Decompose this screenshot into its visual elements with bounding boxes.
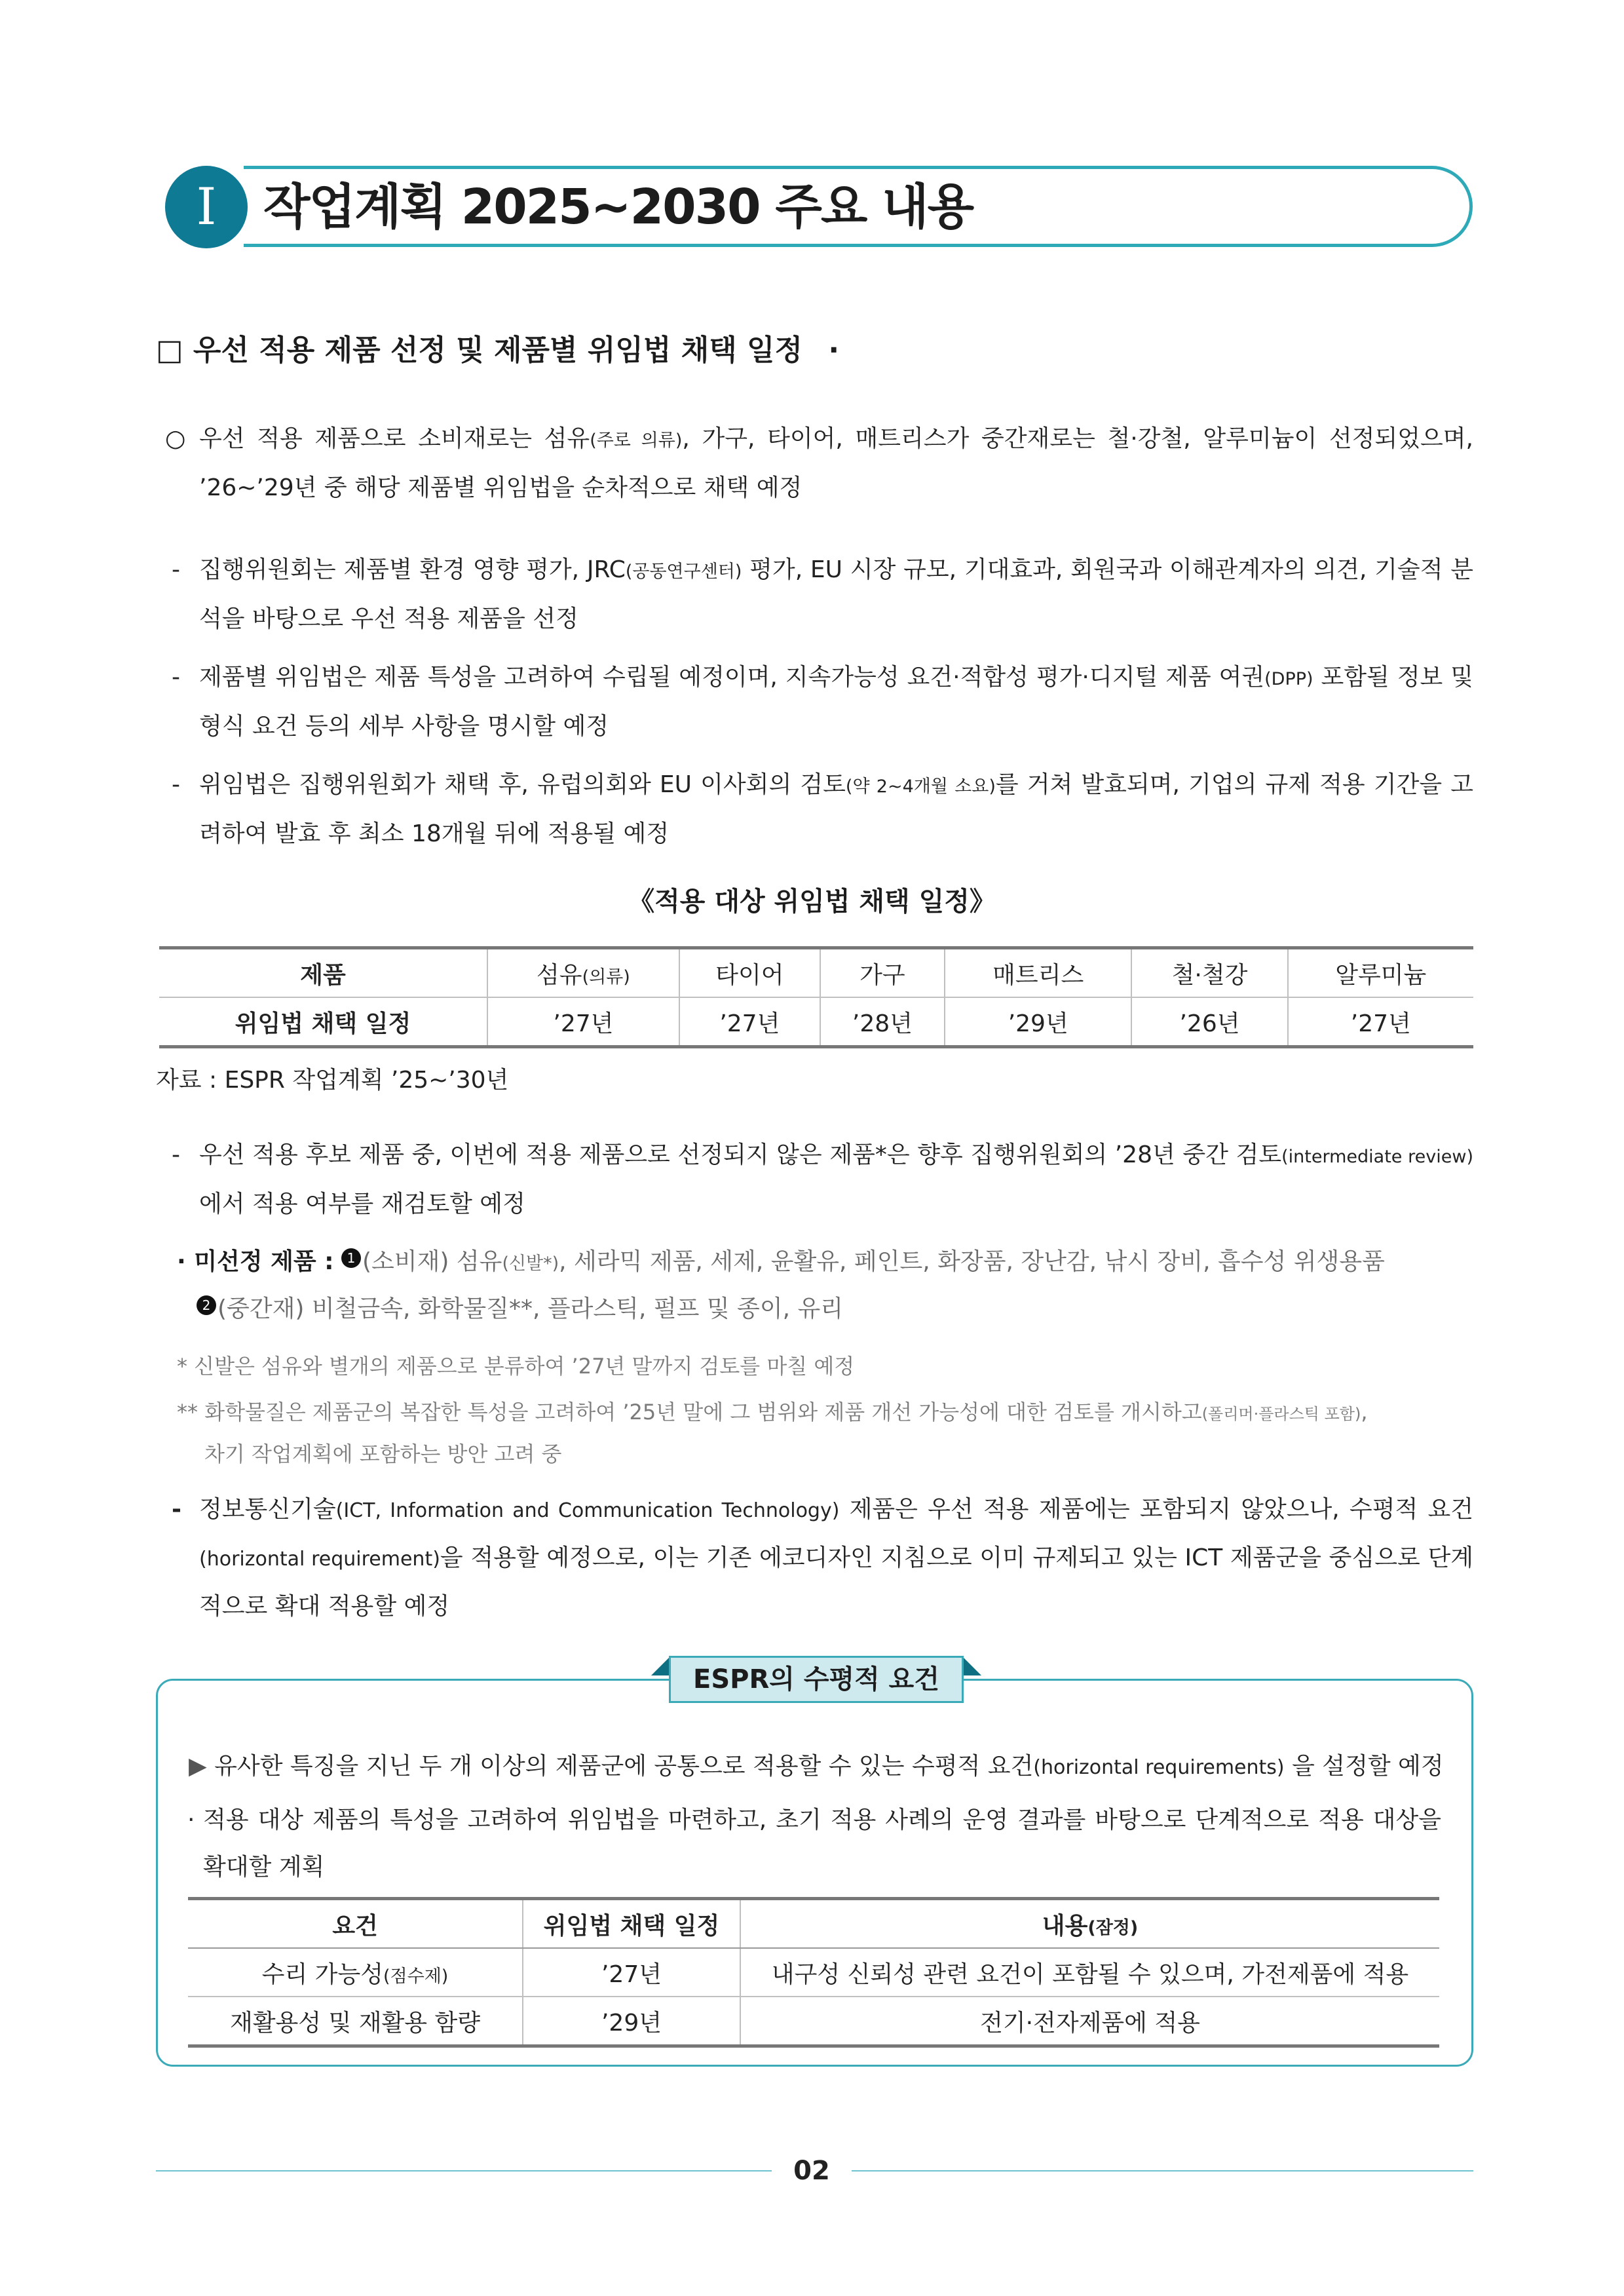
intro-paragraph — [165, 415, 1473, 512]
table-cell: 전기·전자제품에 적용 — [740, 1997, 1439, 2046]
bullet-text: 집행위원회는 제품별 환경 영향 평가, JRC — [199, 556, 626, 583]
table-caption: 《적용 대상 위임법 채택 일정》 — [628, 887, 996, 917]
bullet-note: (horizontal requirement) — [199, 1548, 440, 1571]
footnote-text: ** 화학물질은 제품군의 복잡한 특성을 고려하여 ’25년 말에 그 범위와 제품 개선 가능성에 대한 검토를 개시하고 — [177, 1400, 1202, 1425]
table-cell: ’27년 — [523, 1948, 740, 1997]
bullet-item — [172, 1486, 1473, 1630]
bullet-item — [172, 1132, 1473, 1228]
subheading-text: 우선 적용 제품 선정 및 제품별 위임법 채택 일정 — [193, 334, 803, 367]
bullet-text: 정보통신기술 — [199, 1496, 336, 1523]
number-two-icon: 2 — [197, 1295, 216, 1315]
box-text: 유사한 특징을 지닌 두 개 이상의 제품군에 공통으로 적용할 수 있는 수평적 요건 — [214, 1753, 1034, 1780]
bullet-note: (intermediate review) — [1281, 1147, 1473, 1167]
intro-text-cont: , 가구, 타이어, 매트리스가 중간재로는 철·강철, 알루미늄이 선정되었으며, ’26~’29년 중 해당 제품별 위임법을 순차적으로 채택 예정 — [199, 425, 1473, 501]
arrow-right-icon: ▶ — [189, 1753, 207, 1780]
footnote — [177, 1390, 1487, 1436]
table-cell: ’26년 — [1131, 997, 1287, 1047]
bullet-text-cont: 를 거쳐 발효되며, 기업의 규제 적용 기간을 고려하여 발효 후 최소 18개월 뒤에 적용될 예정 — [199, 771, 1474, 847]
subheading-dot: · — [828, 334, 840, 367]
box-text-cont: 을 설정할 예정 — [1284, 1753, 1444, 1780]
table-cell: ’27년 — [1288, 997, 1473, 1047]
footer-line-right — [852, 2170, 1473, 2172]
header-cell: 내용(잠정) — [740, 1899, 1439, 1949]
bullet-note: (ICT, Information and Communication Technology) — [335, 1499, 840, 1522]
bullet-text: 위임법은 집행위원회가 채택 후, 유럽의회와 EU 이사회의 검토 — [199, 771, 846, 798]
section-title: 작업계획 2025~2030 주요 내용 — [263, 179, 973, 235]
dot-marker: · — [187, 1807, 195, 1833]
checkbox-square-icon: □ — [156, 334, 183, 367]
bullet-note: (약 2~4개월 소요) — [845, 776, 996, 797]
requirements-table — [188, 1897, 1439, 2048]
dash-marker: - — [172, 1141, 180, 1168]
footnote-note: (폴리머·플라스틱 포함) — [1201, 1405, 1361, 1423]
footer-line-left — [156, 2170, 772, 2172]
dash-marker: - — [172, 1496, 181, 1523]
row-label: 제품 — [159, 948, 487, 998]
box-line-1 — [189, 1743, 1446, 1791]
table-cell: ’28년 — [820, 997, 945, 1047]
header-cell: 요건 — [188, 1899, 523, 1949]
page-number: 02 — [793, 2156, 830, 2186]
table-header-row — [188, 1899, 1439, 1949]
bullet-text-cont: 제품은 우선 적용 제품에는 포함되지 않았으나, 수평적 요건 — [839, 1496, 1473, 1523]
bullet-item — [172, 654, 1473, 750]
bullet-text-cont: 평가, EU 시장 규모, 기대효과, 회원국과 이해관계자의 의견, 기술적 분석을 바탕으로 우선 적용 제품을 선정 — [199, 556, 1474, 632]
unselected-text-cont: , 세라믹 제품, 세제, 윤활유, 페인트, 화장품, 장난감, 낚시 장비, 흡수성 위생용품 — [559, 1248, 1385, 1275]
table-cell: 재활용성 및 재활용 함량 — [188, 1997, 523, 2046]
dash-marker: - — [172, 556, 180, 583]
table-cell: 철·철강 — [1131, 948, 1287, 998]
tab-fold-left — [651, 1656, 671, 1675]
bullet-item — [172, 761, 1474, 858]
footnote-comma: , — [1361, 1400, 1368, 1425]
table-cell: 내구성 신뢰성 관련 요건이 포함될 수 있으며, 가전제품에 적용 — [740, 1948, 1439, 1997]
bullet-text: 제품별 위임법은 제품 특성을 고려하여 수립될 예정이며, 지속가능성 요건·적합성 평가·디지털 제품 여권 — [199, 664, 1265, 691]
section-number-badge: I — [165, 166, 248, 248]
bullet-text-cont: 을 적용할 예정으로, 이는 기존 에코디자인 지침으로 이미 규제되고 있는 ICT 제품군을 중심으로 단계적으로 확대 적용할 예정 — [199, 1544, 1473, 1620]
bullet-text-cont: 에서 적용 여부를 재검토할 예정 — [199, 1191, 525, 1217]
table-cell: 알루미늄 — [1288, 948, 1473, 998]
tab-fold-right — [962, 1656, 981, 1675]
footnote-cont: 차기 작업계획에 포함하는 방안 고려 중 — [204, 1442, 562, 1466]
dash-marker: - — [172, 771, 180, 798]
box-title-tab: ESPR의 수평적 요건 — [669, 1656, 964, 1703]
intro-note: (주로 의류) — [590, 430, 683, 451]
number-one-icon: 1 — [341, 1248, 361, 1268]
table-cell: 타이어 — [679, 948, 820, 998]
table-row — [159, 997, 1473, 1047]
row-label: 위임법 채택 일정 — [159, 997, 487, 1047]
unselected-products-line2 — [197, 1286, 1477, 1333]
unselected-text: (중간재) 비철금속, 화학물질**, 플라스틱, 펄프 및 종이, 유리 — [217, 1295, 844, 1322]
bullet-item — [172, 546, 1474, 643]
table-row — [159, 948, 1473, 998]
unselected-label: · 미선정 제품 : — [177, 1248, 334, 1275]
box-note: (horizontal requirements) — [1033, 1756, 1285, 1779]
bullet-text-cont: 포함될 정보 및 형식 요건 등의 세부 사항을 명시할 예정 — [199, 664, 1473, 740]
box-text: 적용 대상 제품의 특성을 고려하여 위임법을 마련하고, 초기 적용 사례의 운영 결과를 바탕으로 단계적으로 적용 대상을 확대할 계획 — [203, 1807, 1441, 1881]
bullet-text: 우선 적용 후보 제품 중, 이번에 적용 제품으로 선정되지 않은 제품*은 향후 집행위원회의 ’28년 중간 검토 — [199, 1141, 1282, 1168]
table-source: 자료 : ESPR 작업계획 ’25~’30년 — [156, 1067, 509, 1094]
table-cell: ’29년 — [945, 997, 1131, 1047]
table-cell: 매트리스 — [945, 948, 1131, 998]
table-cell: 가구 — [820, 948, 945, 998]
subheading — [156, 326, 839, 368]
table-cell: ’27년 — [487, 997, 679, 1047]
table-cell: ’27년 — [679, 997, 820, 1047]
unselected-products — [177, 1238, 1477, 1288]
table-cell: 수리 가능성(점수제) — [188, 1948, 523, 1997]
bullet-note: (공동연구센터) — [625, 562, 742, 582]
table-row — [188, 1948, 1439, 1997]
footnote: * 신발은 섬유와 별개의 제품으로 분류하여 ’27년 말까지 검토를 마칠 예정 — [177, 1354, 855, 1379]
unselected-note: (신발*) — [502, 1253, 559, 1274]
table-cell: ’29년 — [523, 1997, 740, 2046]
adoption-schedule-table — [159, 946, 1473, 1048]
table-cell: 섬유(의류) — [487, 948, 679, 998]
header-cell: 위임법 채택 일정 — [523, 1899, 740, 1949]
circle-bullet-icon: ○ — [165, 425, 186, 452]
intro-text: 우선 적용 제품으로 소비재로는 섬유 — [199, 425, 590, 452]
unselected-text: (소비재) 섬유 — [362, 1248, 502, 1275]
box-line-2 — [187, 1797, 1441, 1891]
bullet-note: (DPP) — [1264, 669, 1313, 689]
dash-marker: - — [172, 664, 180, 691]
table-row — [188, 1997, 1439, 2046]
